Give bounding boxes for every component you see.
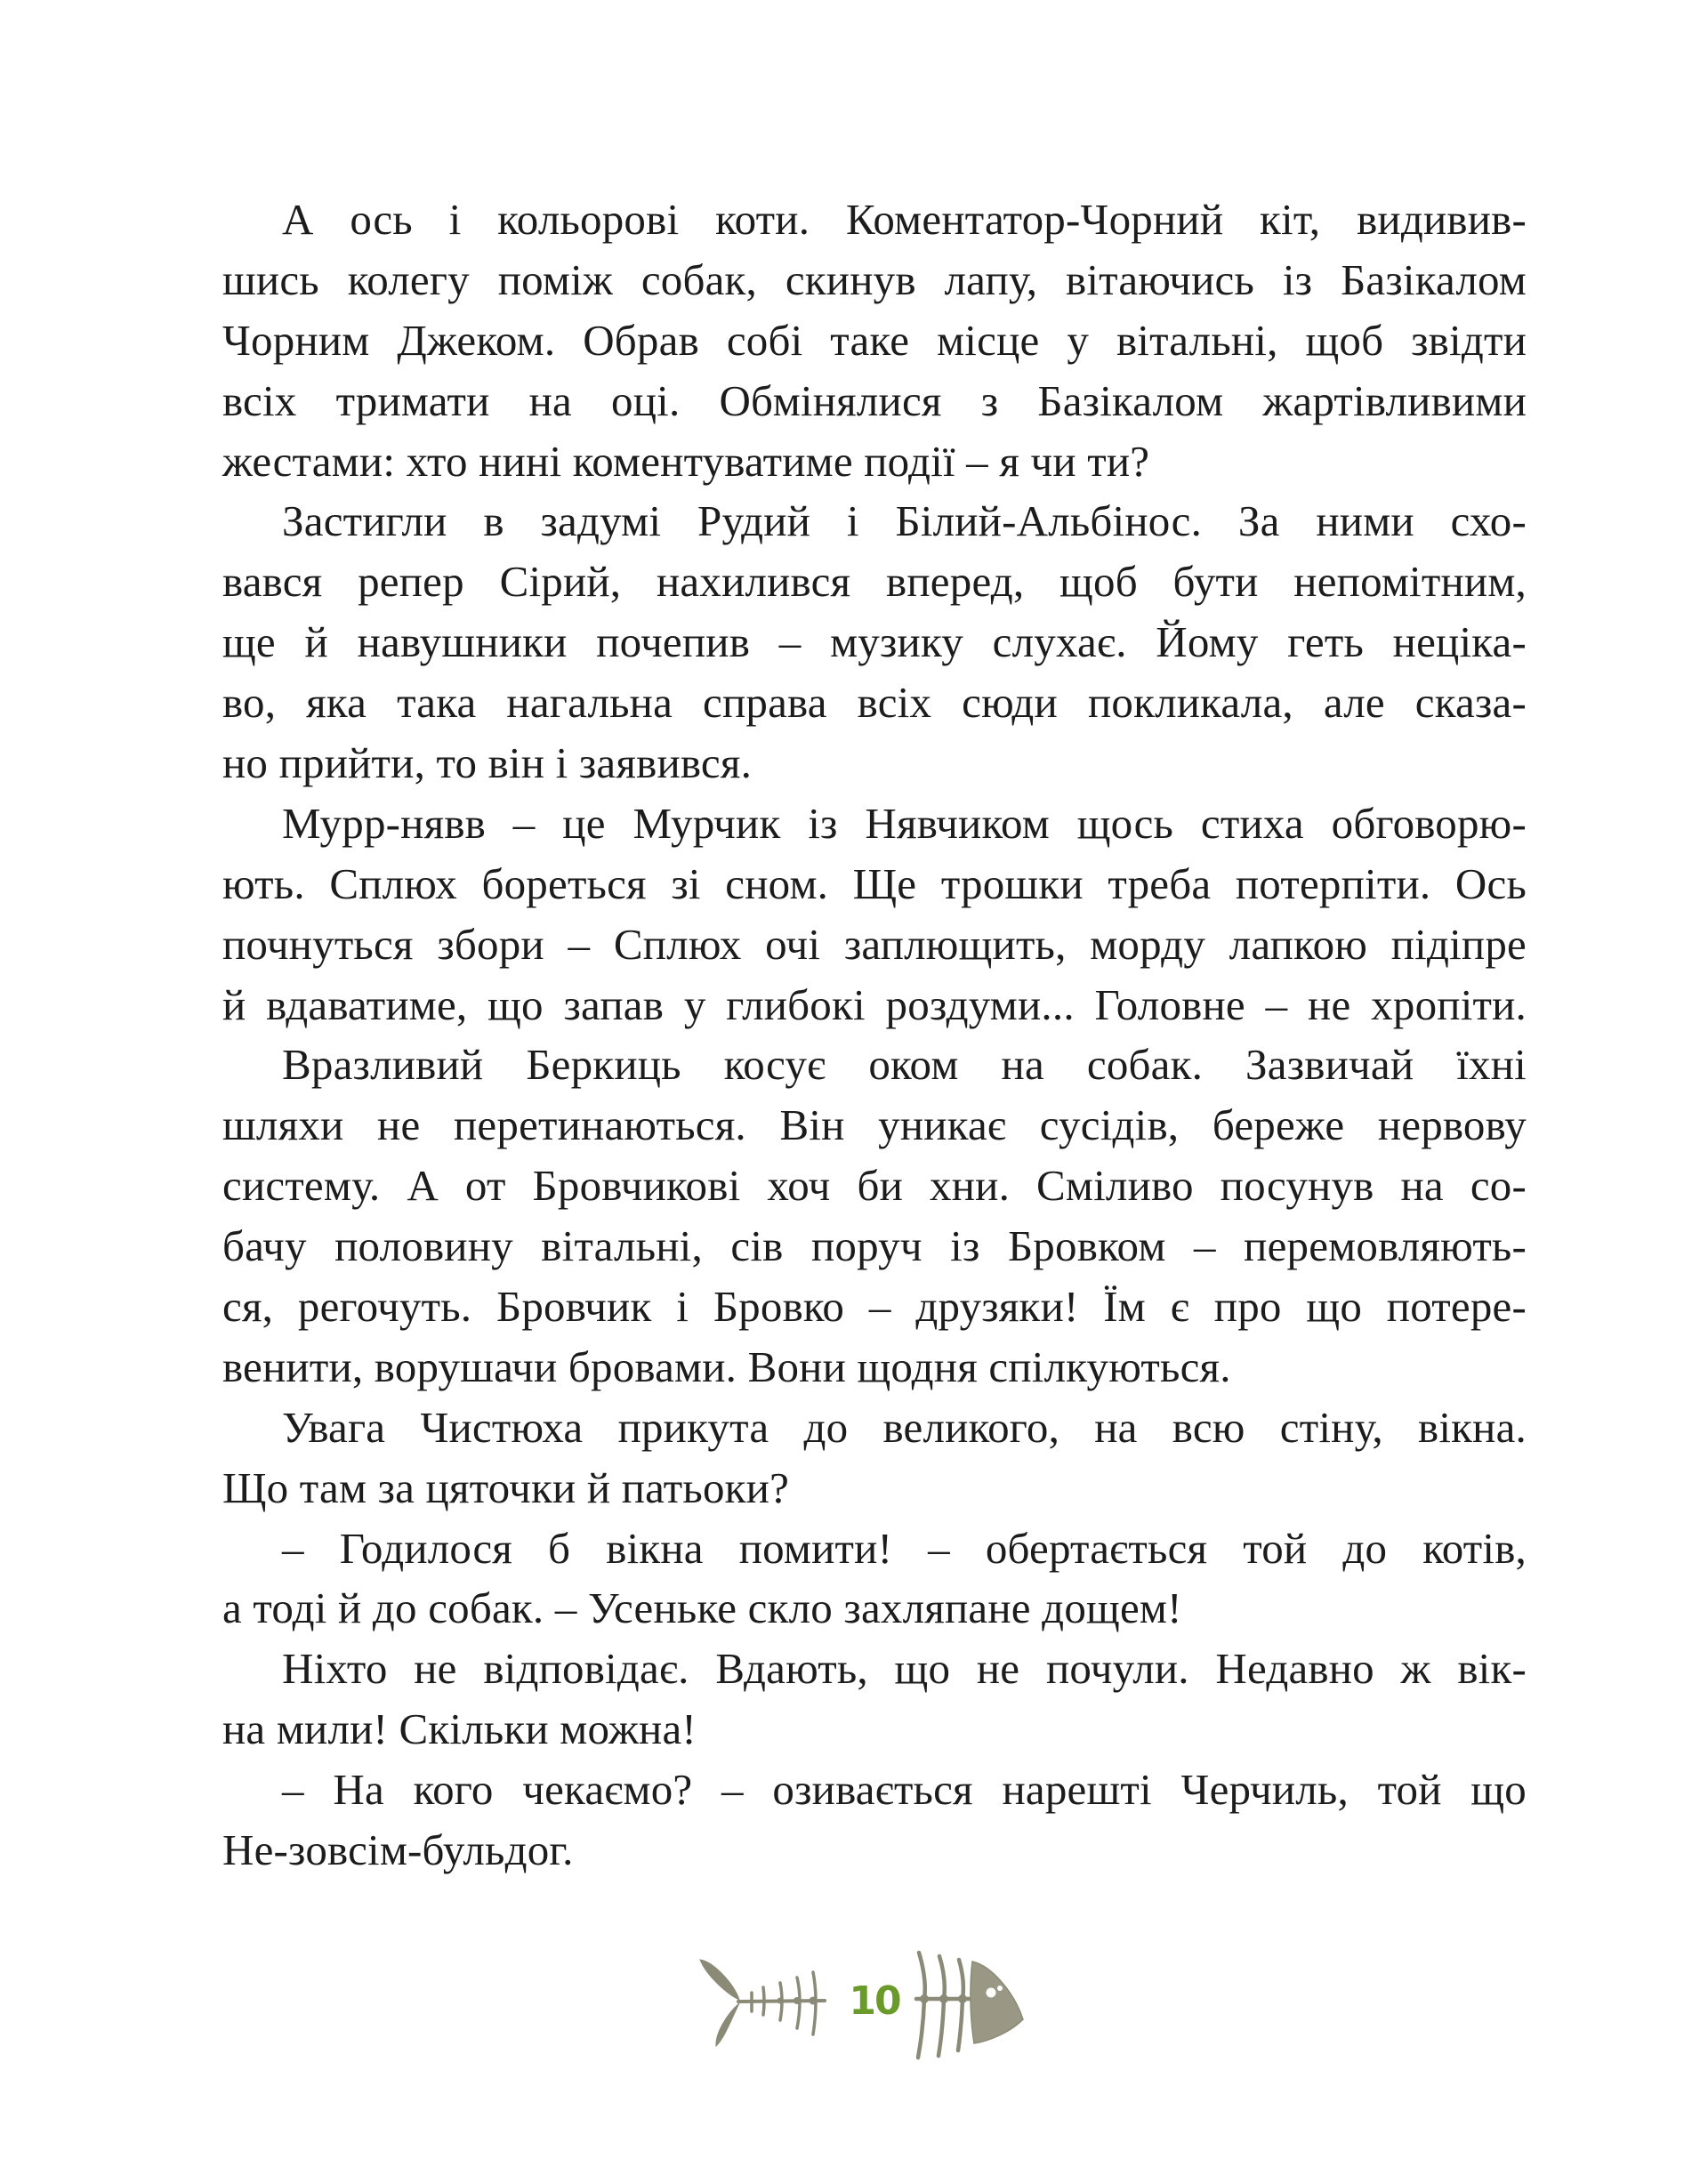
text-line: бачу половину вітальні, сів поруч із Бровком – перемовляють-	[222, 1221, 1527, 1271]
text-line: Увага Чистюха прикута до великого, на всю стіну, вікна.	[282, 1402, 1527, 1452]
text-line: Чорним Джеком. Обрав собі таке місце у вітальні, щоб звідти	[222, 315, 1527, 365]
paragraph	[222, 1760, 1527, 1881]
text-line: шляхи не перетинаються. Він уникає сусідів, береже нервову	[222, 1100, 1527, 1150]
text-line: шись колегу поміж собак, скинув лапу, вітаючись із Базікалом	[222, 254, 1527, 304]
paragraph	[222, 189, 1527, 491]
text-line: вався репер Сірий, нахилився вперед, щоб бути непомітним,	[222, 557, 1527, 607]
text-line: й вдаватиме, що запав у глибокі роздуми... Головне – не хропіти.	[222, 979, 1527, 1029]
paragraph	[222, 1398, 1527, 1519]
text-line: венити, ворушачи бровами. Вони щодня спілкуються.	[222, 1341, 1231, 1391]
text-line: ють. Сплюх бореться зі сном. Ще трошки треба потерпіти. Ось	[222, 858, 1527, 908]
text-line: Ніхто не відповідає. Вдають, що не почули. Недавно ж вік-	[282, 1644, 1527, 1694]
paragraph	[222, 1639, 1527, 1760]
text-line: систему. А от Бровчикові хоч би хни. Сміливо посунув на со-	[222, 1161, 1527, 1211]
text-line: Що там за цяточки й патьоки?	[222, 1462, 790, 1512]
text-line: а тоді й до собак. – Усеньке скло захляпане дощем!	[222, 1583, 1182, 1633]
paragraph	[222, 1035, 1527, 1397]
text-line: но прийти, то він і заявився.	[222, 738, 753, 788]
text-line: – Годилося б вікна помити! – обертається той до котів,	[282, 1523, 1527, 1573]
paragraph	[222, 794, 1527, 1035]
text-line: ще й навушники почепив – музику слухає. Йому геть неціка-	[222, 617, 1527, 667]
text-line: Вразливий Беркиць косує оком на собак. Зазвичай їхні	[282, 1040, 1527, 1090]
text-line: – На кого чекаємо? – озивається нарешті Черчиль, той що	[282, 1765, 1527, 1815]
text-line: всіх тримати на оці. Обмінялися з Базікалом жартівливими	[222, 375, 1527, 425]
text-line: Мурр-нявв – це Мурчик із Нявчиком щось стиха обговорю-	[282, 798, 1527, 848]
text-line: Не-зовсім-бульдог.	[222, 1825, 574, 1875]
text-line: на мили! Скільки можна!	[222, 1704, 697, 1754]
text-line: во, яка така нагальна справа всіх сюди покликала, але сказа-	[222, 678, 1527, 728]
text-line: Застигли в задумі Рудий і Білий-Альбінос. За ними схо-	[282, 496, 1527, 546]
text-line: ся, регочуть. Бровчик і Бровко – друзяки! Їм є про що потере-	[222, 1282, 1527, 1332]
page-number: 10	[849, 1978, 900, 2024]
page-footer	[694, 1944, 1032, 2064]
paragraph	[222, 491, 1527, 793]
paragraph	[222, 1519, 1527, 1639]
body-text	[222, 189, 1527, 1881]
text-line: А ось і кольорові коти. Коментатор-Чорний кіт, видивив-	[282, 195, 1527, 244]
text-line: жестами: хто нині коментуватиме події – я чи ти?	[222, 436, 1150, 486]
text-line: почнуться збори – Сплюх очі заплющить, морду лапкою підіпре	[222, 919, 1527, 969]
